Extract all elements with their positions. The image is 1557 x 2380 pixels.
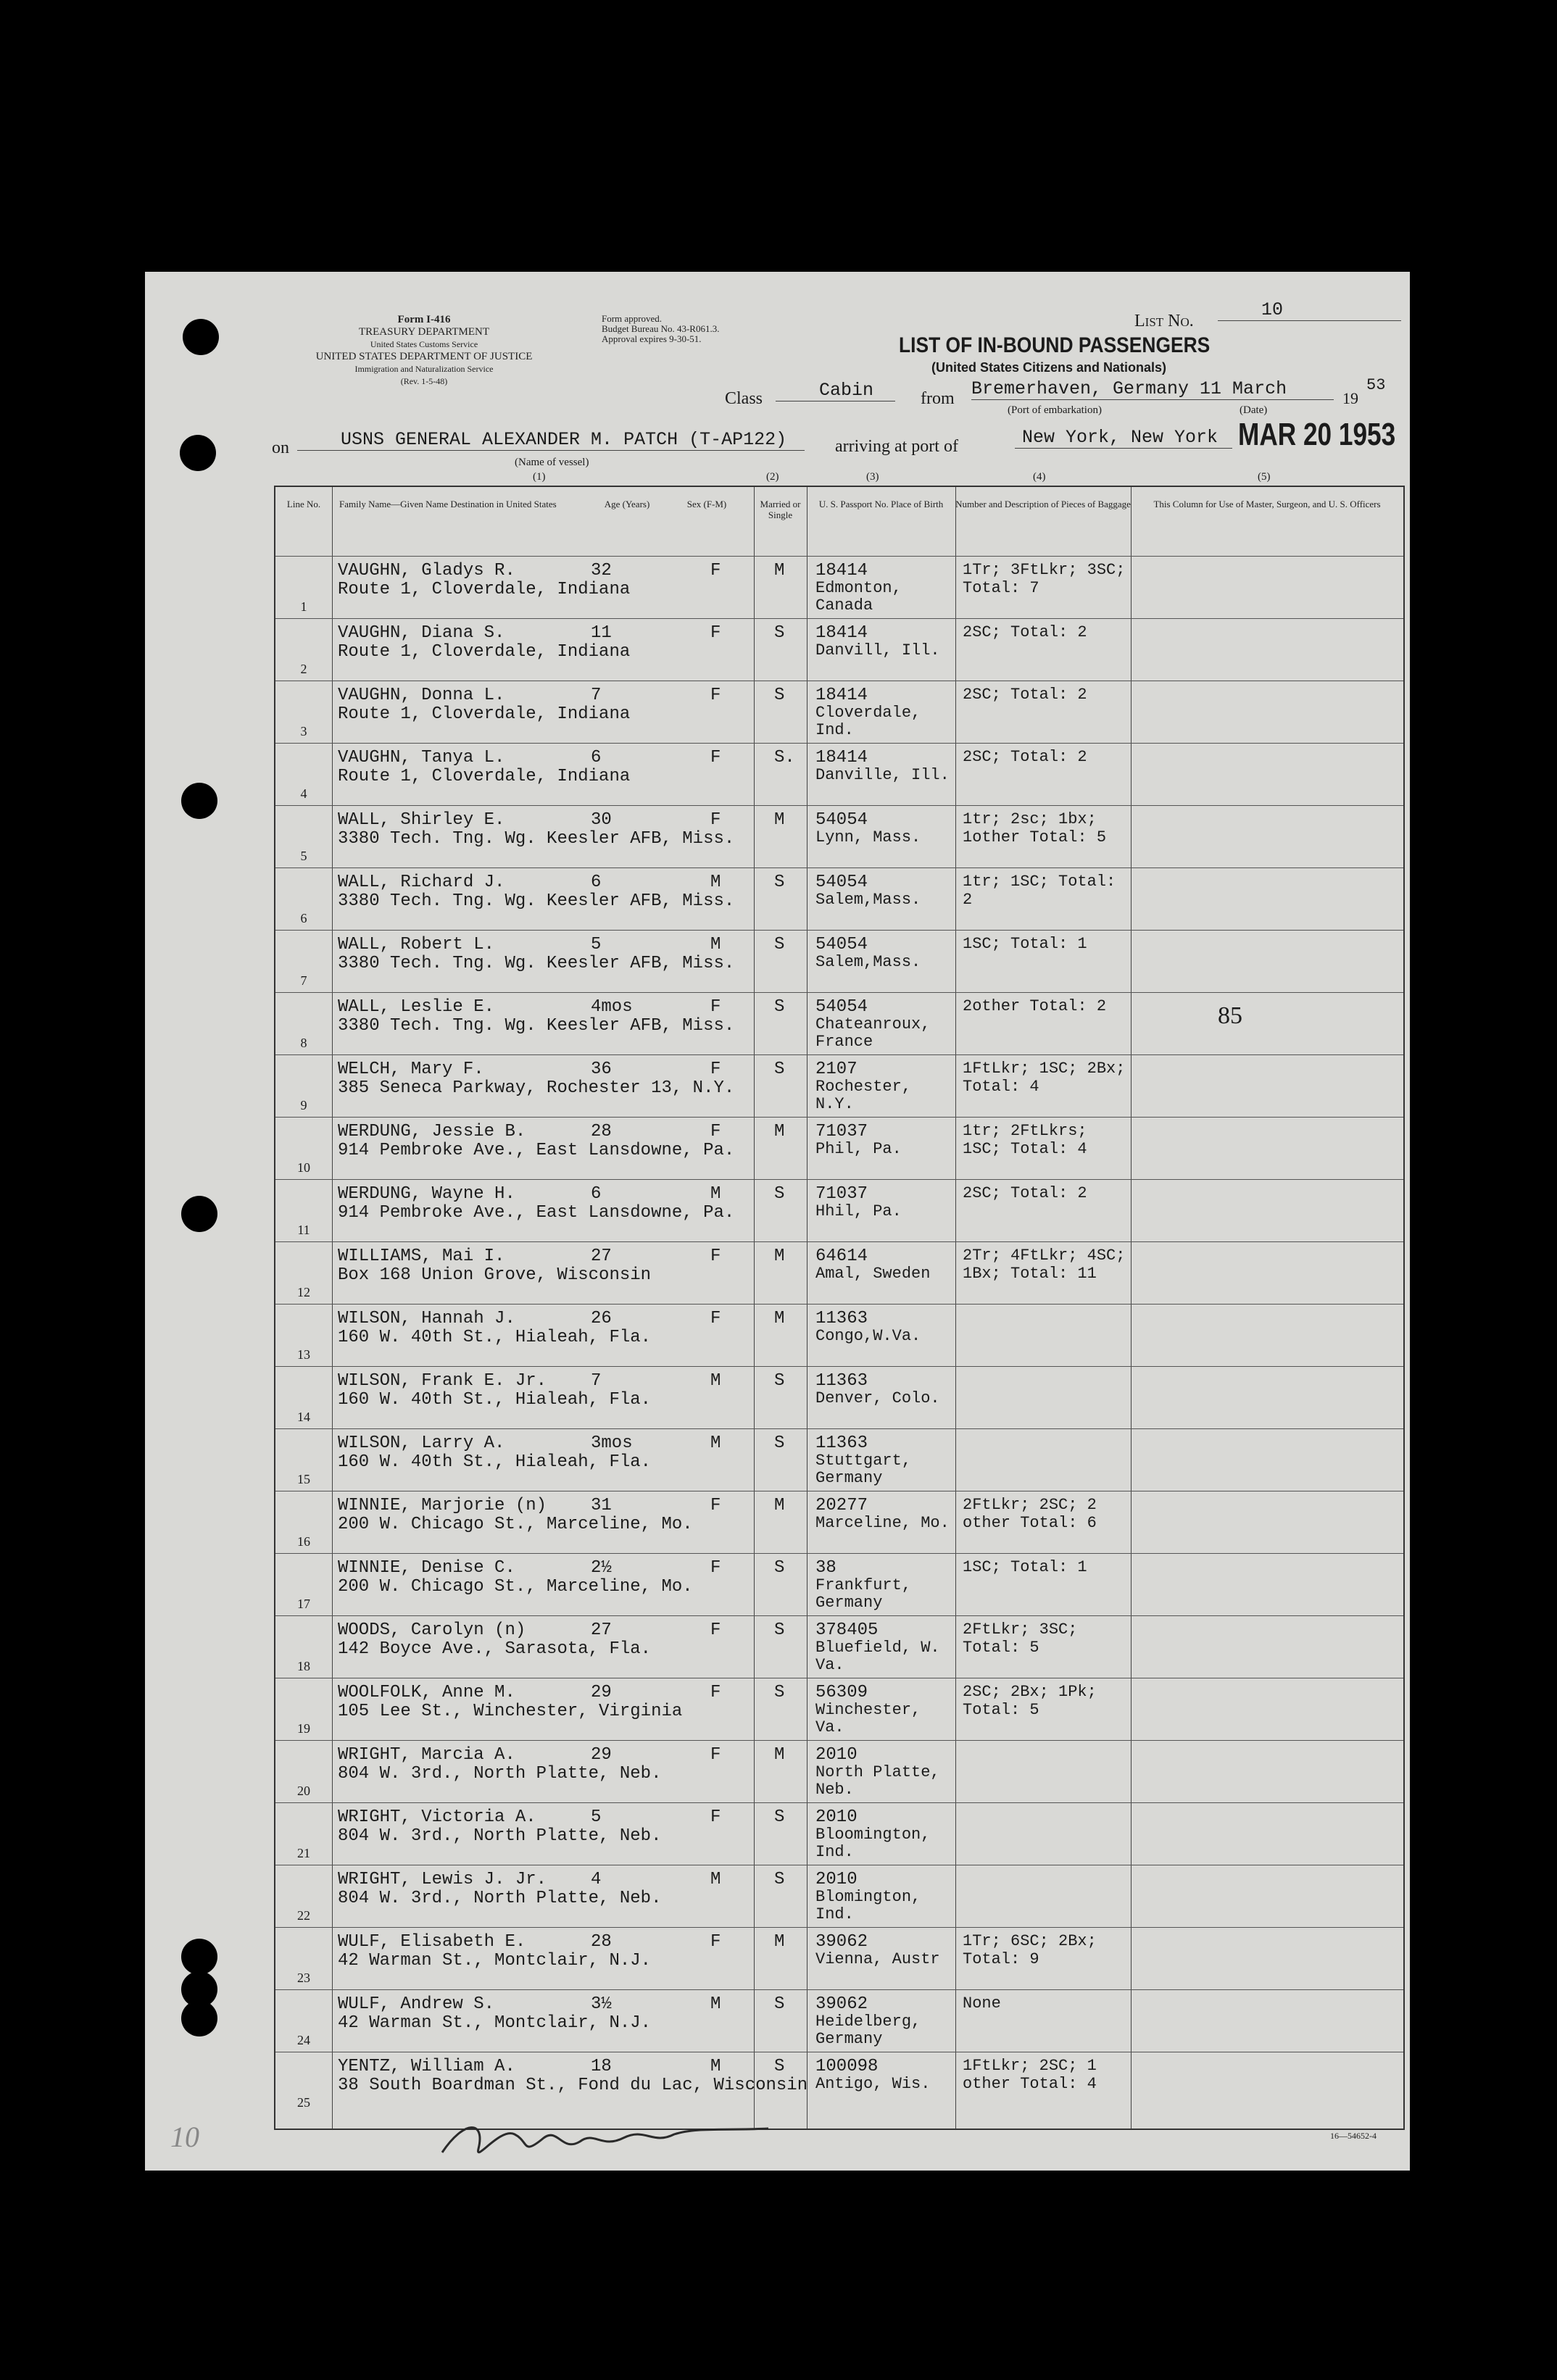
passport-number: 11363 (815, 1371, 868, 1391)
line-number: 24 (297, 2033, 310, 2047)
sex: M (710, 873, 721, 892)
passport-number: 54054 (815, 997, 868, 1017)
destination: 3380 Tech. Tng. Wg. Keesler AFB, Miss. (338, 891, 735, 911)
passport-number: 11363 (815, 1309, 868, 1328)
line-number: 16 (297, 1534, 310, 1549)
passport-number: 378405 (815, 1620, 879, 1640)
treasury-label: TREASURY DEPARTMENT (358, 326, 490, 338)
table-row (275, 1802, 1403, 1865)
sex: M (710, 1870, 721, 1889)
passport-number: 2010 (815, 1807, 858, 1827)
place-of-birth: Danvill, Ill. (815, 641, 940, 660)
place-of-birth: Amal, Sweden (815, 1265, 931, 1283)
passport-number: 18414 (815, 623, 868, 643)
date-caption: (Date) (1240, 404, 1268, 416)
destination: 160 W. 40th St., Hialeah, Fla. (338, 1390, 652, 1410)
passenger-name: VAUGHN, Donna L. (338, 686, 505, 705)
table-row (275, 681, 1403, 744)
sex: F (710, 997, 721, 1017)
marital-status: S (774, 686, 785, 705)
sex: F (710, 1247, 721, 1266)
baggage: 2Tr; 4FtLkr; 4SC; 1Bx; Total: 11 (963, 1247, 1126, 1283)
baggage: 2SC; Total: 2 (963, 686, 1087, 704)
vessel-name: USNS GENERAL ALEXANDER M. PATCH (T-AP122) (297, 430, 805, 451)
table-row (275, 805, 1403, 868)
marital-status: M (774, 810, 785, 830)
table-row (275, 1428, 1403, 1491)
baggage: 2FtLkr; 3SC; Total: 5 (963, 1620, 1078, 1657)
revision-label: (Rev. 1-5-48) (400, 376, 448, 386)
destination: 804 W. 3rd., North Platte, Neb. (338, 1889, 662, 1908)
place-of-birth: Salem,Mass. (815, 953, 921, 971)
sex: F (710, 1496, 721, 1515)
officer-note: 85 (1218, 1002, 1242, 1029)
sex: M (710, 1371, 721, 1391)
age: 27 (591, 1620, 612, 1640)
line-number: 7 (300, 973, 307, 988)
passenger-name: WILSON, Frank E. Jr. (338, 1371, 547, 1391)
from-label: from (921, 389, 955, 408)
passenger-name: WINNIE, Marjorie (n) (338, 1496, 547, 1515)
marital-status: S (774, 1558, 785, 1578)
line-number: 4 (300, 786, 307, 801)
passport-number: 54054 (815, 935, 868, 954)
age: 5 (591, 1807, 602, 1827)
sex: F (710, 1060, 721, 1079)
arriving-label: arriving at port of (835, 437, 958, 456)
destination: 3380 Tech. Tng. Wg. Keesler AFB, Miss. (338, 829, 735, 849)
line-number: 9 (300, 1098, 307, 1112)
table-row (275, 743, 1403, 806)
table-row (275, 992, 1403, 1055)
marital-status: S (774, 935, 785, 954)
destination: 385 Seneca Parkway, Rochester 13, N.Y. (338, 1078, 735, 1098)
baggage: 2FtLkr; 2SC; 2 other Total: 6 (963, 1496, 1097, 1532)
sex: M (710, 2057, 721, 2076)
destination: 914 Pembroke Ave., East Lansdowne, Pa. (338, 1203, 735, 1223)
destination: Route 1, Cloverdale, Indiana (338, 580, 631, 599)
baggage: 1tr; 2sc; 1bx; 1other Total: 5 (963, 810, 1107, 846)
passport-number: 54054 (815, 810, 868, 830)
destination: 42 Warman St., Montclair, N.J. (338, 2013, 652, 2033)
marital-status: M (774, 1932, 785, 1952)
marital-status: M (774, 1745, 785, 1765)
marital-status: S (774, 1994, 785, 2014)
arrival-port: New York, New York (1015, 428, 1232, 449)
table-row (275, 1491, 1403, 1554)
sex: F (710, 1122, 721, 1141)
line-number: 5 (300, 849, 307, 863)
form-agency-block (268, 314, 580, 388)
place-of-birth: Frankfurt, Germany (815, 1576, 912, 1612)
destination: Box 168 Union Grove, Wisconsin (338, 1265, 652, 1285)
passport-number: 20277 (815, 1496, 868, 1515)
col-head-baggage: Number and Description of Pieces of Baggage (955, 499, 1131, 509)
passenger-name: WILSON, Larry A. (338, 1434, 505, 1453)
age: 32 (591, 561, 612, 581)
line-number: 17 (297, 1597, 310, 1611)
table-row (275, 930, 1403, 993)
passenger-name: WERDUNG, Jessie B. (338, 1122, 526, 1141)
table-row (275, 1553, 1403, 1616)
age: 36 (591, 1060, 612, 1079)
col-head-age: Age (Years) (604, 499, 650, 509)
marital-status: M (774, 561, 785, 581)
place-of-birth: Phil, Pa. (815, 1140, 902, 1158)
line-number: 22 (297, 1908, 310, 1923)
place-of-birth: Chateanroux, France (815, 1015, 931, 1051)
punch-hole (181, 2000, 217, 2036)
baggage: 1SC; Total: 1 (963, 935, 1087, 953)
list-no-value: 10 (1218, 300, 1401, 321)
marital-status: S (774, 2057, 785, 2076)
passenger-name: VAUGHN, Tanya L. (338, 748, 505, 767)
place-of-birth: Vienna, Austr (815, 1950, 940, 1968)
approval-block (602, 314, 790, 344)
passport-number: 64614 (815, 1247, 868, 1266)
sex: F (710, 1620, 721, 1640)
col-head-sex: Sex (F-M) (686, 499, 727, 509)
age: 3mos (591, 1434, 633, 1453)
list-no-label: List No. (1134, 312, 1194, 330)
ins-label: Immigration and Naturalization Service (354, 364, 494, 374)
table-row (275, 1615, 1403, 1678)
customs-label: United States Customs Service (370, 339, 478, 349)
age: 29 (591, 1683, 612, 1702)
approval-line: Approval expires 9-30-51. (602, 333, 702, 344)
sex: F (710, 1745, 721, 1765)
passport-number: 39062 (815, 1994, 868, 2014)
col-num-5: (5) (1258, 471, 1271, 483)
line-number: 18 (297, 1659, 310, 1673)
passenger-name: WILSON, Hannah J. (338, 1309, 515, 1328)
passenger-name: VAUGHN, Gladys R. (338, 561, 515, 581)
passenger-name: WELCH, Mary F. (338, 1060, 484, 1079)
sex: F (710, 1309, 721, 1328)
marital-status: S (774, 1434, 785, 1453)
passenger-name: WRIGHT, Lewis J. Jr. (338, 1870, 547, 1889)
line-number: 13 (297, 1347, 310, 1362)
form-number: Form I-416 (397, 314, 451, 325)
port-of-embarkation: Bremerhaven, Germany 11 March (971, 379, 1334, 400)
line-number: 6 (300, 911, 307, 925)
age: 6 (591, 748, 602, 767)
baggage: 1Tr; 6SC; 2Bx; Total: 9 (963, 1932, 1097, 1968)
destination: 804 W. 3rd., North Platte, Neb. (338, 1826, 662, 1846)
table-row (275, 1989, 1403, 2052)
baggage: 2SC; Total: 2 (963, 1184, 1087, 1202)
port-caption: (Port of embarkation) (1008, 404, 1102, 416)
col-head-line: Line No. (286, 499, 321, 509)
passenger-name: VAUGHN, Diana S. (338, 623, 505, 643)
marital-status: M (774, 1496, 785, 1515)
marital-status: S (774, 1184, 785, 1204)
passport-number: 11363 (815, 1434, 868, 1453)
destination: 160 W. 40th St., Hialeah, Fla. (338, 1328, 652, 1347)
passenger-name: WALL, Shirley E. (338, 810, 505, 830)
age: 4 (591, 1870, 602, 1889)
col-num-2: (2) (766, 471, 779, 483)
inspector-signature (435, 2113, 776, 2171)
marital-status: S (774, 997, 785, 1017)
footer-code: 16—54652-4 (1330, 2131, 1377, 2141)
sex: M (710, 1434, 721, 1453)
passport-number: 100098 (815, 2057, 879, 2076)
sex: F (710, 686, 721, 705)
passport-number: 71037 (815, 1122, 868, 1141)
marital-status: S (774, 1807, 785, 1827)
destination: 3380 Tech. Tng. Wg. Keesler AFB, Miss. (338, 954, 735, 973)
col-num-3: (3) (866, 471, 879, 483)
destination: Route 1, Cloverdale, Indiana (338, 642, 631, 662)
destination: 804 W. 3rd., North Platte, Neb. (338, 1764, 662, 1784)
passenger-name: WALL, Richard J. (338, 873, 505, 892)
sex: M (710, 1994, 721, 2014)
baggage: None (963, 1994, 1001, 2013)
passenger-name: WULF, Andrew S. (338, 1994, 495, 2014)
table-row (275, 1117, 1403, 1180)
table-row (275, 556, 1403, 619)
line-number: 8 (300, 1036, 307, 1050)
punch-hole (181, 1196, 217, 1232)
line-number: 23 (297, 1971, 310, 1985)
place-of-birth: Hhil, Pa. (815, 1202, 902, 1220)
sex: F (710, 810, 721, 830)
place-of-birth: Bloomington, Ind. (815, 1826, 931, 1861)
place-of-birth: Bluefield, W. Va. (815, 1639, 940, 1674)
destination: 105 Lee St., Winchester, Virginia (338, 1702, 683, 1721)
sex: F (710, 1558, 721, 1578)
passport-number: 18414 (815, 561, 868, 581)
passenger-name: WOOLFOLK, Anne M. (338, 1683, 515, 1702)
passport-number: 38 (815, 1558, 836, 1578)
destination: 160 W. 40th St., Hialeah, Fla. (338, 1452, 652, 1472)
table-row (275, 1678, 1403, 1741)
table-row (275, 1927, 1403, 1990)
passenger-name: WERDUNG, Wayne H. (338, 1184, 515, 1204)
col-num-1: (1) (533, 471, 546, 483)
baggage: 1SC; Total: 1 (963, 1558, 1087, 1576)
passenger-name: WULF, Elisabeth E. (338, 1932, 526, 1952)
col-num-4: (4) (1033, 471, 1046, 483)
col-head-married: Married or Single (760, 499, 801, 520)
destination: 3380 Tech. Tng. Wg. Keesler AFB, Miss. (338, 1016, 735, 1036)
place-of-birth: Edmonton, Canada (815, 579, 902, 615)
age: 18 (591, 2057, 612, 2076)
baggage: 1FtLkr; 2SC; 1 other Total: 4 (963, 2057, 1097, 2093)
place-of-birth: Heidelberg, Germany (815, 2013, 921, 2048)
baggage: 2SC; Total: 2 (963, 748, 1087, 766)
line-number: 20 (297, 1784, 310, 1798)
line-number: 14 (297, 1410, 310, 1424)
passenger-name: WINNIE, Denise C. (338, 1558, 515, 1578)
age: 3½ (591, 1994, 612, 2014)
col-head-passport: U. S. Passport No. Place of Birth (818, 499, 944, 509)
age: 29 (591, 1745, 612, 1765)
sex: F (710, 1932, 721, 1952)
col-head-name: Family Name—Given Name Destination in United States (339, 499, 557, 509)
year-prefix: 19 (1342, 389, 1358, 407)
table-row (275, 1366, 1403, 1429)
age: 7 (591, 1371, 602, 1391)
place-of-birth: Rochester, N.Y. (815, 1078, 912, 1113)
destination: 38 South Boardman St., Fond du Lac, Wisconsin (338, 2076, 808, 2095)
marital-status: S (774, 1683, 785, 1702)
place-of-birth: Denver, Colo. (815, 1389, 940, 1407)
passenger-table (274, 486, 1405, 2130)
table-row (275, 1865, 1403, 1928)
passport-number: 18414 (815, 686, 868, 705)
passenger-name: WILLIAMS, Mai I. (338, 1247, 505, 1266)
page-title: LIST OF IN-BOUND PASSENGERS (899, 333, 1211, 357)
place-of-birth: Marceline, Mo. (815, 1514, 950, 1532)
baggage: 1tr; 1SC; Total: 2 (963, 873, 1116, 909)
place-of-birth: Blomington, Ind. (815, 1888, 921, 1923)
justice-label: UNITED STATES DEPARTMENT OF JUSTICE (315, 351, 533, 362)
line-number: 11 (297, 1223, 310, 1237)
passport-number: 2010 (815, 1870, 858, 1889)
class-value: Cabin (776, 380, 895, 401)
place-of-birth: Lynn, Mass. (815, 828, 921, 846)
age: 26 (591, 1309, 612, 1328)
table-row (275, 1304, 1403, 1367)
baggage: 1Tr; 3FtLkr; 3SC; Total: 7 (963, 561, 1126, 597)
passenger-name: YENTZ, William A. (338, 2057, 515, 2076)
passport-number: 18414 (815, 748, 868, 767)
marital-status: S (774, 1620, 785, 1640)
age: 11 (591, 623, 612, 643)
sex: F (710, 1807, 721, 1827)
destination: 142 Boyce Ave., Sarasota, Fla. (338, 1639, 652, 1659)
punch-hole (181, 1939, 217, 1975)
sex: F (710, 748, 721, 767)
approval-line: Budget Bureau No. 43-R061.3. (602, 323, 720, 334)
marital-status: M (774, 1122, 785, 1141)
table-row (275, 1740, 1403, 1803)
baggage: 2SC; Total: 2 (963, 623, 1087, 641)
line-number: 2 (300, 662, 307, 676)
sex: M (710, 1184, 721, 1204)
col-head-officers: This Column for Use of Master, Surgeon, and U. S. Officers (1153, 499, 1381, 509)
table-row (275, 867, 1403, 931)
age: 5 (591, 935, 602, 954)
destination: 42 Warman St., Montclair, N.J. (338, 1951, 652, 1971)
age: 30 (591, 810, 612, 830)
baggage: 2other Total: 2 (963, 997, 1107, 1015)
place-of-birth: Winchester, Va. (815, 1701, 921, 1736)
line-number: 10 (297, 1160, 310, 1175)
page-subtitle: (United States Citizens and Nationals) (931, 360, 1167, 375)
sex: M (710, 935, 721, 954)
marital-status: S (774, 623, 785, 643)
baggage: 2SC; 2Bx; 1Pk; Total: 5 (963, 1683, 1097, 1719)
baggage: 1tr; 2FtLkrs; 1SC; Total: 4 (963, 1122, 1087, 1158)
passenger-name: WALL, Leslie E. (338, 997, 495, 1017)
vessel-caption: (Name of vessel) (515, 457, 589, 468)
line-number: 1 (300, 599, 307, 614)
approval-line: Form approved. (602, 313, 663, 324)
table-row (275, 1179, 1403, 1242)
table-row (275, 618, 1403, 681)
marital-status: S (774, 873, 785, 892)
place-of-birth: Cloverdale, Ind. (815, 704, 921, 739)
passport-number: 56309 (815, 1683, 868, 1702)
passenger-name: WALL, Robert L. (338, 935, 495, 954)
on-label: on (272, 438, 289, 457)
place-of-birth: Danville, Ill. (815, 766, 950, 784)
destination: Route 1, Cloverdale, Indiana (338, 704, 631, 724)
margin-note: 10 (170, 2121, 199, 2153)
passport-number: 2010 (815, 1745, 858, 1765)
marital-status: S (774, 1060, 785, 1079)
table-row (275, 2052, 1403, 2115)
age: 28 (591, 1932, 612, 1952)
line-number: 12 (297, 1285, 310, 1299)
place-of-birth: North Platte, Neb. (815, 1763, 940, 1799)
sex: F (710, 1683, 721, 1702)
destination: Route 1, Cloverdale, Indiana (338, 767, 631, 786)
year-suffix: 53 (1366, 376, 1386, 394)
passenger-name: WRIGHT, Victoria A. (338, 1807, 536, 1827)
age: 6 (591, 873, 602, 892)
destination: 200 W. Chicago St., Marceline, Mo. (338, 1577, 693, 1597)
passport-number: 54054 (815, 873, 868, 892)
marital-status: S. (774, 748, 795, 767)
passport-number: 39062 (815, 1932, 868, 1952)
line-number: 3 (300, 724, 307, 738)
table-row (275, 1241, 1403, 1305)
marital-status: S (774, 1371, 785, 1391)
marital-status: M (774, 1309, 785, 1328)
passenger-name: WOODS, Carolyn (n) (338, 1620, 526, 1640)
passport-number: 71037 (815, 1184, 868, 1204)
line-number: 15 (297, 1472, 310, 1486)
age: 4mos (591, 997, 633, 1017)
punch-hole (183, 319, 219, 355)
marital-status: M (774, 1247, 785, 1266)
sex: F (710, 623, 721, 643)
age: 2½ (591, 1558, 612, 1578)
punch-hole (181, 783, 217, 819)
place-of-birth: Antigo, Wis. (815, 2075, 931, 2093)
sex: F (710, 561, 721, 581)
line-number: 21 (297, 1846, 310, 1860)
line-number: 25 (297, 2095, 310, 2110)
destination: 914 Pembroke Ave., East Lansdowne, Pa. (338, 1141, 735, 1160)
marital-status: S (774, 1870, 785, 1889)
place-of-birth: Stuttgart, Germany (815, 1452, 912, 1487)
table-row (275, 1054, 1403, 1118)
age: 6 (591, 1184, 602, 1204)
place-of-birth: Congo,W.Va. (815, 1327, 921, 1345)
punch-hole (180, 435, 216, 471)
arrival-date-stamp: MAR 20 1953 (1238, 417, 1396, 452)
class-label: Class (725, 389, 763, 408)
destination: 200 W. Chicago St., Marceline, Mo. (338, 1515, 693, 1534)
age: 28 (591, 1122, 612, 1141)
passport-number: 2107 (815, 1060, 858, 1079)
passenger-name: WRIGHT, Marcia A. (338, 1745, 515, 1765)
age: 27 (591, 1247, 612, 1266)
line-number: 19 (297, 1721, 310, 1736)
age: 7 (591, 686, 602, 705)
place-of-birth: Salem,Mass. (815, 891, 921, 909)
age: 31 (591, 1496, 612, 1515)
baggage: 1FtLkr; 1SC; 2Bx; Total: 4 (963, 1060, 1126, 1096)
